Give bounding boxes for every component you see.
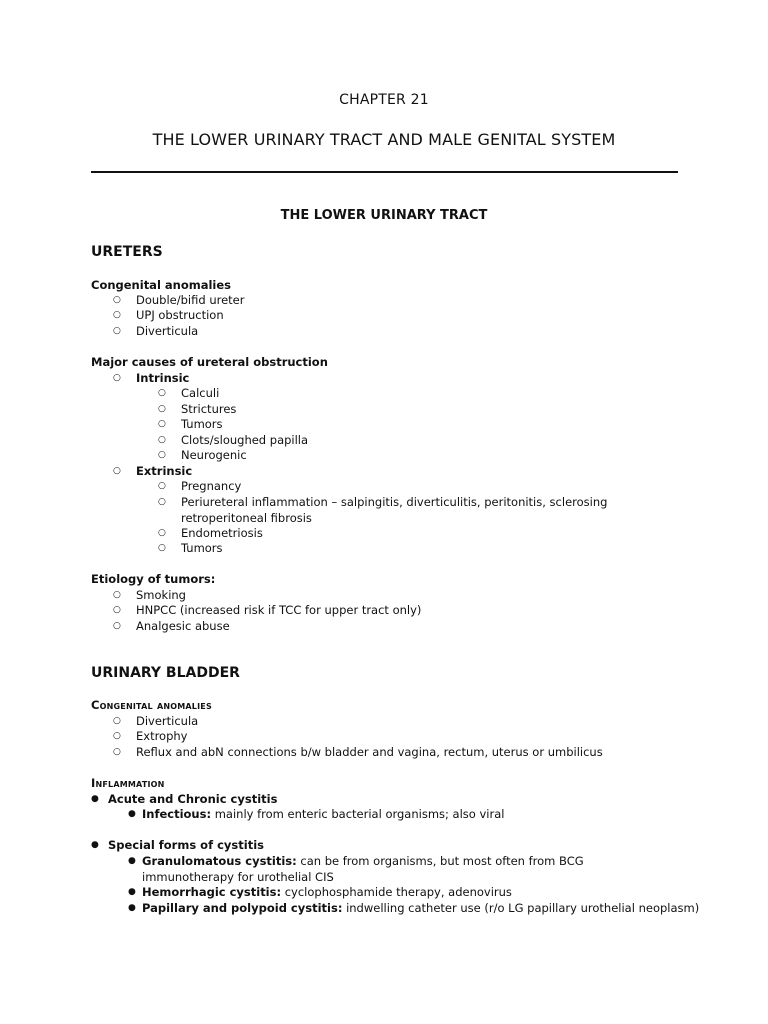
circle-bullet-icon: ○ xyxy=(113,747,121,757)
circle-bullet-icon: ○ xyxy=(158,419,166,429)
extrinsic-label: Extrinsic xyxy=(136,464,193,478)
circle-bullet-icon: ○ xyxy=(158,435,166,445)
list-item: Diverticula xyxy=(136,324,199,338)
circle-bullet-icon: ○ xyxy=(113,731,121,741)
infectious-label: Infectious: xyxy=(142,807,212,821)
circle-bullet-icon: ○ xyxy=(113,605,121,615)
intrinsic-label: Intrinsic xyxy=(136,371,190,385)
circle-bullet-icon: ○ xyxy=(158,481,166,491)
list-item: Periureteral inflammation – salpingitis, diverticulitis, peritonitis, sclerosing retroperitoneal fibrosis xyxy=(181,495,608,525)
disc-bullet-icon: ● xyxy=(91,840,99,850)
circle-bullet-icon: ○ xyxy=(113,295,121,305)
circle-bullet-icon: ○ xyxy=(158,404,166,414)
papillary-label: Papillary and polypoid cystitis: xyxy=(142,901,343,915)
chapter-label: CHAPTER 21 xyxy=(339,92,429,108)
list-item: Pregnancy xyxy=(181,479,242,493)
acute-chronic-label: Acute and Chronic cystitis xyxy=(108,792,278,806)
disc-bullet-icon: ● xyxy=(128,856,136,866)
list-item: Tumors xyxy=(181,541,223,555)
bladder-congenital-heading: Congenital anomalies xyxy=(91,698,212,712)
inflammation-heading: Inflammation xyxy=(91,776,165,790)
hemorrhagic-text: cyclophosphamide therapy, adenovirus xyxy=(281,885,512,899)
list-item: Neurogenic xyxy=(181,448,247,462)
chapter-title: THE LOWER URINARY TRACT AND MALE GENITAL SYSTEM xyxy=(152,130,616,149)
papillary-text: indwelling catheter use (r/o LG papillary urothelial neoplasm) xyxy=(342,901,700,915)
circle-bullet-icon: ○ xyxy=(113,310,121,320)
circle-bullet-icon: ○ xyxy=(158,497,166,507)
list-item: Clots/sloughed papilla xyxy=(181,433,309,447)
ureters-heading: URETERS xyxy=(91,244,163,260)
list-item: Strictures xyxy=(181,402,237,416)
circle-bullet-icon: ○ xyxy=(113,466,121,476)
disc-bullet-icon: ● xyxy=(128,809,136,819)
special-forms-label: Special forms of cystitis xyxy=(108,838,264,852)
tumors-heading: Etiology of tumors: xyxy=(91,572,216,586)
granulomatous-label: Granulomatous cystitis: xyxy=(142,854,297,868)
disc-bullet-icon: ● xyxy=(128,887,136,897)
circle-bullet-icon: ○ xyxy=(113,373,121,383)
list-item: Extrophy xyxy=(136,729,188,743)
list-item xyxy=(142,854,667,885)
circle-bullet-icon: ○ xyxy=(113,590,121,600)
circle-bullet-icon: ○ xyxy=(158,528,166,538)
infectious-text: mainly from enteric bacterial organisms; also viral xyxy=(211,807,505,821)
disc-bullet-icon: ● xyxy=(91,794,99,804)
list-item xyxy=(142,807,504,822)
circle-bullet-icon: ○ xyxy=(113,326,121,336)
list-item: Analgesic abuse xyxy=(136,619,230,633)
hemorrhagic-label: Hemorrhagic cystitis: xyxy=(142,885,282,899)
bladder-heading: URINARY BLADDER xyxy=(91,665,240,681)
list-item xyxy=(142,901,699,916)
list-item: Reflux and abN connections b/w bladder and vagina, rectum, uterus or umbilicus xyxy=(136,745,603,759)
list-item: Double/bifid ureter xyxy=(136,293,245,307)
list-item: UPJ obstruction xyxy=(136,308,224,322)
obstruction-heading: Major causes of ureteral obstruction xyxy=(91,355,328,369)
list-item: Smoking xyxy=(136,588,186,602)
circle-bullet-icon: ○ xyxy=(158,388,166,398)
list-item: Endometriosis xyxy=(181,526,263,540)
circle-bullet-icon: ○ xyxy=(158,450,166,460)
granulomatous-text: can be from organisms, but most often from BCG immunotherapy for urothelial CIS xyxy=(142,854,584,884)
list-item: Diverticula xyxy=(136,714,199,728)
list-item: HNPCC (increased risk if TCC for upper tract only) xyxy=(136,603,422,617)
ureters-congenital-heading: Congenital anomalies xyxy=(91,278,232,292)
section-title: THE LOWER URINARY TRACT xyxy=(280,208,488,223)
circle-bullet-icon: ○ xyxy=(113,621,121,631)
list-item: Tumors xyxy=(181,417,223,431)
circle-bullet-icon: ○ xyxy=(113,716,121,726)
disc-bullet-icon: ● xyxy=(128,903,136,913)
circle-bullet-icon: ○ xyxy=(158,543,166,553)
list-item: Calculi xyxy=(181,386,220,400)
list-item xyxy=(142,885,512,900)
title-divider xyxy=(91,171,678,173)
